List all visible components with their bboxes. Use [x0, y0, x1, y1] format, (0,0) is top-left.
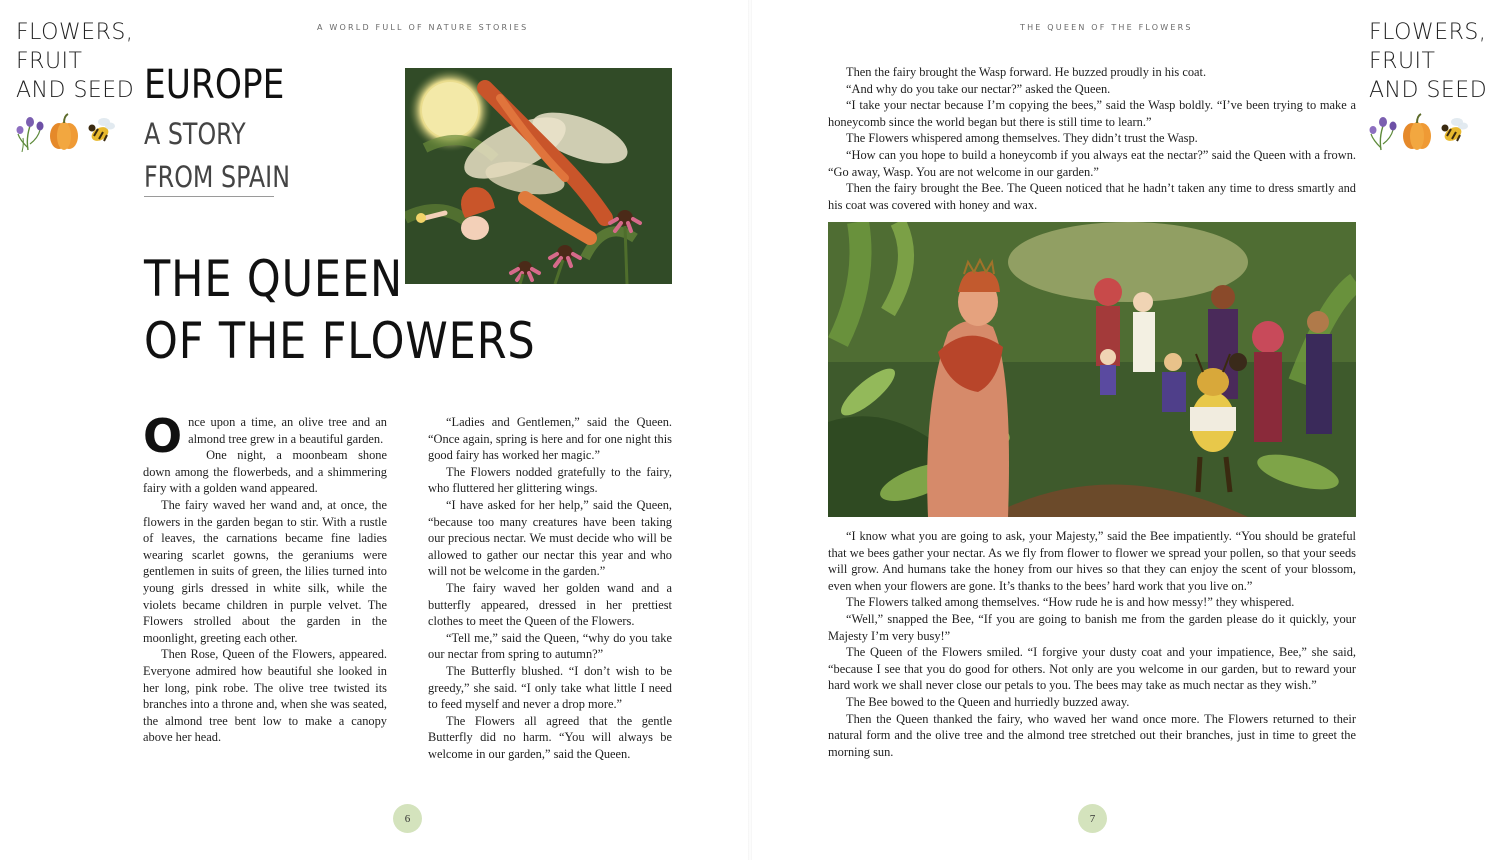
story-paragraph: The Flowers whispered among themselves. They didn’t trust the Wasp. [846, 131, 1198, 146]
section-tab-art-right [1367, 108, 1471, 152]
queen-court-illustration-art [828, 222, 1356, 517]
story-paragraph: The Flowers all agreed that the gentle Butterfly did no harm. “You will always be welcome in our garden,” said the Queen. [428, 713, 672, 761]
running-head-left: A WORLD FULL OF NATURE STORIES [317, 23, 529, 32]
story-paragraph: The Flowers nodded gratefully to the fairy, who fluttered her glittering wings. [428, 464, 672, 496]
story-title-line2: OF THE FLOWERS [144, 312, 536, 370]
section-tab-line: AND SEED [16, 78, 135, 103]
story-paragraph [143, 409, 387, 463]
story-paragraph: “I have asked for her help,” said the Queen, “because too many creatures have been taking our precious nectar. We must decide who will be allowed to gather our nectar this year and who will not be welcome in the garden.” [428, 497, 672, 579]
fairy-illustration-art [405, 68, 672, 284]
drop-cap: O [143, 409, 183, 463]
region-title: EUROPE [144, 62, 285, 108]
story-paragraph: Then the fairy brought the Bee. The Queen noticed that he hadn’t taken any time to dress smartly and his coat was covered with honey and wax. [828, 181, 1356, 212]
story-paragraph: The fairy waved her golden wand and a butterfly appeared, dressed in her prettiest clothes to meet the Queen of the Flowers. [428, 580, 672, 629]
section-tab-line: FRUIT [1369, 49, 1436, 74]
story-paragraph: The Butterfly blushed. “I don’t wish to be greedy,” she said. “I only take what little I need to feed myself and never a drop more.” [428, 663, 672, 712]
subtitle-rule [144, 196, 274, 197]
bee-icon [89, 118, 116, 144]
story-paragraph: The fairy waved her wand and, at once, the flowers in the garden began to stir. With a rustle of leaves, the carnations became fine ladies wearing scarlet gowns, the geraniums were gentlemen in suits of green, the lilies turned into young girls dressed in white silk, while the violets became children in purple velvet. The Flowers strolled about the garden in the moonlight, greeting each other. [143, 497, 387, 645]
section-tab-right [1369, 18, 1487, 105]
section-tab-left [16, 18, 134, 105]
page-number-left: 6 [393, 804, 422, 833]
story-column-3 [828, 64, 1356, 213]
fairy-illustration [405, 68, 672, 284]
pumpkin-icon [1403, 114, 1431, 150]
story-paragraph: “How can you hope to build a honeycomb if you always eat the nectar?” said the Queen with a frown. “Go away, Wasp. You are not welcome in our garden.” [828, 147, 1356, 179]
running-head-right: THE QUEEN OF THE FLOWERS [1020, 23, 1193, 32]
page-number-right: 7 [1078, 804, 1107, 833]
region-subtitle-line2: FROM SPAIN [144, 160, 290, 194]
region-subtitle-line1: A STORY [144, 117, 246, 151]
pumpkin-icon [50, 114, 78, 150]
story-paragraph: “I know what you are going to ask, your Majesty,” said the Bee impatiently. “You should be grateful that we bees gather your nectar. As we fly from flower to flower we spread your pollen, so that your seeds will grow. And humans take the honey from our hives so that they can enjoy the scent of your blossom, even when your flowers are gone. It’s thanks to the bees’ hard work that you live on.” [828, 529, 1356, 593]
story-paragraph: Then the fairy brought the Wasp forward. He buzzed proudly in his coat. [846, 65, 1207, 79]
section-tab-line: AND SEED [1369, 78, 1488, 103]
section-tab-art-left [14, 108, 118, 152]
story-title-line1: THE QUEEN [144, 250, 404, 308]
violet-flower-icon [17, 117, 44, 152]
story-paragraph: The Queen of the Flowers smiled. “I forgive your dusty coat and your impatience, Bee,” she said, “because I see that you do good for others. Not only are you welcome in our garden, but to reward your hard work we shall never close our petals to you. The bees may take as much nectar as they wish.” [828, 645, 1356, 693]
section-tab-line: FLOWERS, [1369, 20, 1487, 45]
story-paragraph: “Ladies and Gentlemen,” said the Queen. “Once again, spring is here and for one night this good fairy has worked her magic.” [428, 415, 672, 463]
spread-gutter [748, 0, 752, 860]
story-paragraph: “I take your nectar because I’m copying the bees,” said the Wasp boldly. “I’ve been trying to make a honeycomb since the world began but there is still time to learn.” [828, 98, 1356, 129]
story-paragraph: Then Rose, Queen of the Flowers, appeared. Everyone admired how beautiful she looked in her long, pink robe. The olive tree twisted its branches into a throne and, when she was seated, the almond tree bent low to make a canopy above her head. [143, 647, 387, 745]
section-tab-line: FRUIT [16, 49, 83, 74]
story-column-2 [428, 414, 672, 762]
story-paragraph: The Bee bowed to the Queen and hurriedly buzzed away. [846, 694, 1130, 709]
story-paragraph: Then the Queen thanked the fairy, who waved her wand once more. The Flowers returned to their natural form and the olive tree and the almond tree stretched out their branches, just in time to greet the morning sun. [828, 711, 1356, 759]
story-paragraph: “Tell me,” said the Queen, “why do you take our nectar from spring to autumn?” [428, 630, 672, 662]
story-paragraph: One night, a moonbeam shone down among the flowerbeds, and a shimmering fairy with a golden wand appeared. [143, 448, 387, 496]
paragraph-text: nce upon a time, an olive tree and an almond tree grew in a beautiful garden. [188, 415, 387, 446]
violet-flower-icon [1370, 117, 1397, 150]
story-paragraph: “Well,” snapped the Bee, “If you are going to banish me from the garden please do it quickly, your Majesty I’m very busy!” [828, 611, 1356, 643]
bee-icon [1442, 118, 1469, 144]
story-column-4 [828, 528, 1356, 760]
queen-court-illustration [828, 222, 1356, 517]
story-column-1 [143, 409, 387, 746]
story-paragraph: The Flowers talked among themselves. “How rude he is and how messy!” they whispered. [846, 595, 1295, 610]
section-tab-line: FLOWERS, [16, 20, 134, 45]
story-paragraph: “And why do you take our nectar?” asked the Queen. [846, 81, 1111, 96]
